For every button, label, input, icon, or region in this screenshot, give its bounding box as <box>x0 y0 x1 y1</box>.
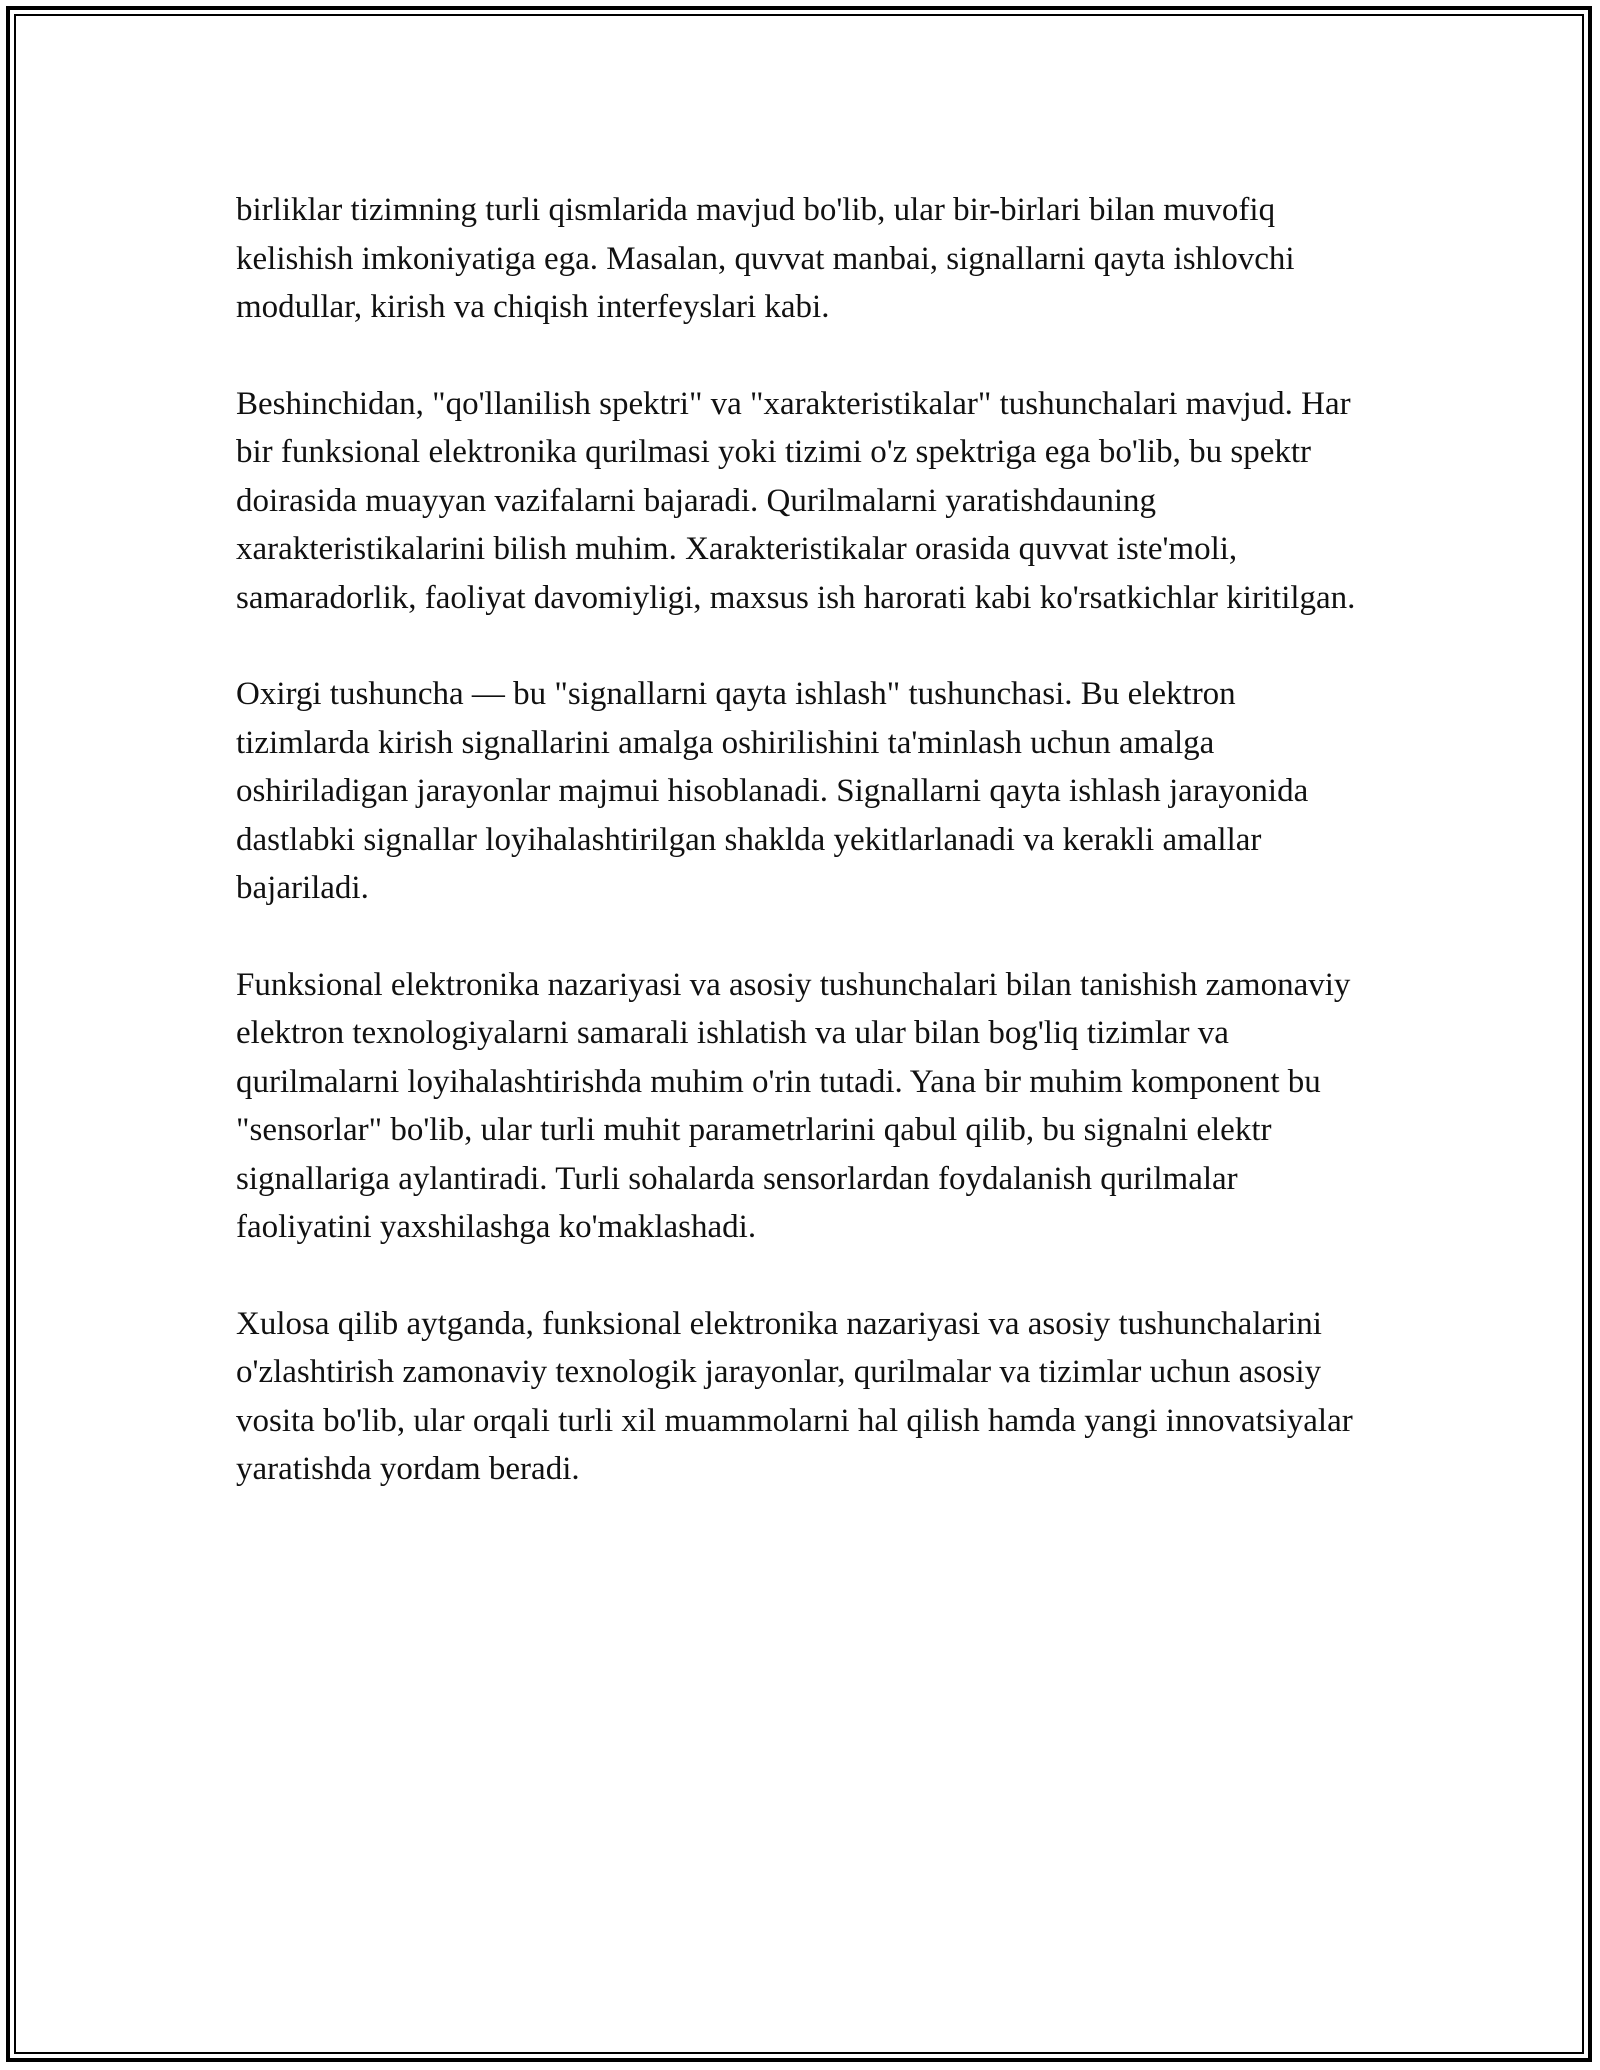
paragraph-4: Funksional elektronika nazariyasi va asosiy tushunchalari bilan tanishish zamonaviy elektron texnologiyalarni samarali ishlatish va ular bilan bog'liq tizimlar va qurilmalarni loyihalashtirishda muhim o'rin tutadi. Yana bir muhim komponent bu "sensorlar" bo'lib, ular turli muhit parametrlarini qabul qilib, bu signalni elektr signallariga aylantiradi. Turli sohalarda sensorlardan foydalanish qurilmalar faoliyatini yaxshilashga ko'maklashadi. <box>236 966 1351 1245</box>
document-body <box>236 186 1366 1542</box>
paragraph-1: birliklar tizimning turli qismlarida mavjud bo'lib, ular bir-birlari bilan muvofiq kelishish imkoniyatiga ega. Masalan, quvvat manbai, signallarni qayta ishlovchi modullar, kirish va chiqish interfeyslari kabi. <box>236 192 1295 325</box>
paragraph-5: Xulosa qilib aytganda, funksional elektronika nazariyasi va asosiy tushunchalarini o'zlashtirish zamonaviy texnologik jarayonlar, qurilmalar va tizimlar uchun asosiy vosita bo'lib, ular orqali turli xil muammolarni hal qilish hamda yangi innovatsiyalar yaratishda yordam beradi. <box>236 1305 1353 1487</box>
paragraph-2: Beshinchidan, "qo'llanilish spektri" va "xarakteristikalar" tushunchalari mavjud. Har bir funksional elektronika qurilmasi yoki tizimi o'z spektriga ega bo'lib, bu spektr doirasida muayyan vazifalarni bajaradi. Qurilmalarni yaratishdauning xarakteristikalarini bilish muhim. Xarakteristikalar orasida quvvat iste'moli, samaradorlik, faoliyat davomiyligi, maxsus ish harorati kabi ko'rsatkichlar kiritilgan. <box>236 385 1356 616</box>
paragraph-3: Oxirgi tushuncha — bu "signallarni qayta ishlash" tushunchasi. Bu elektron tizimlarda kirish signallarini amalga oshirilishini ta'minlash uchun amalga oshiriladigan jarayonlar majmui hisoblanadi. Signallarni qayta ishlash jarayonida dastlabki signallar loyihalashtirilgan shakldа yekitlarlanadi va kerakli amallar bajariladi. <box>236 676 1309 906</box>
